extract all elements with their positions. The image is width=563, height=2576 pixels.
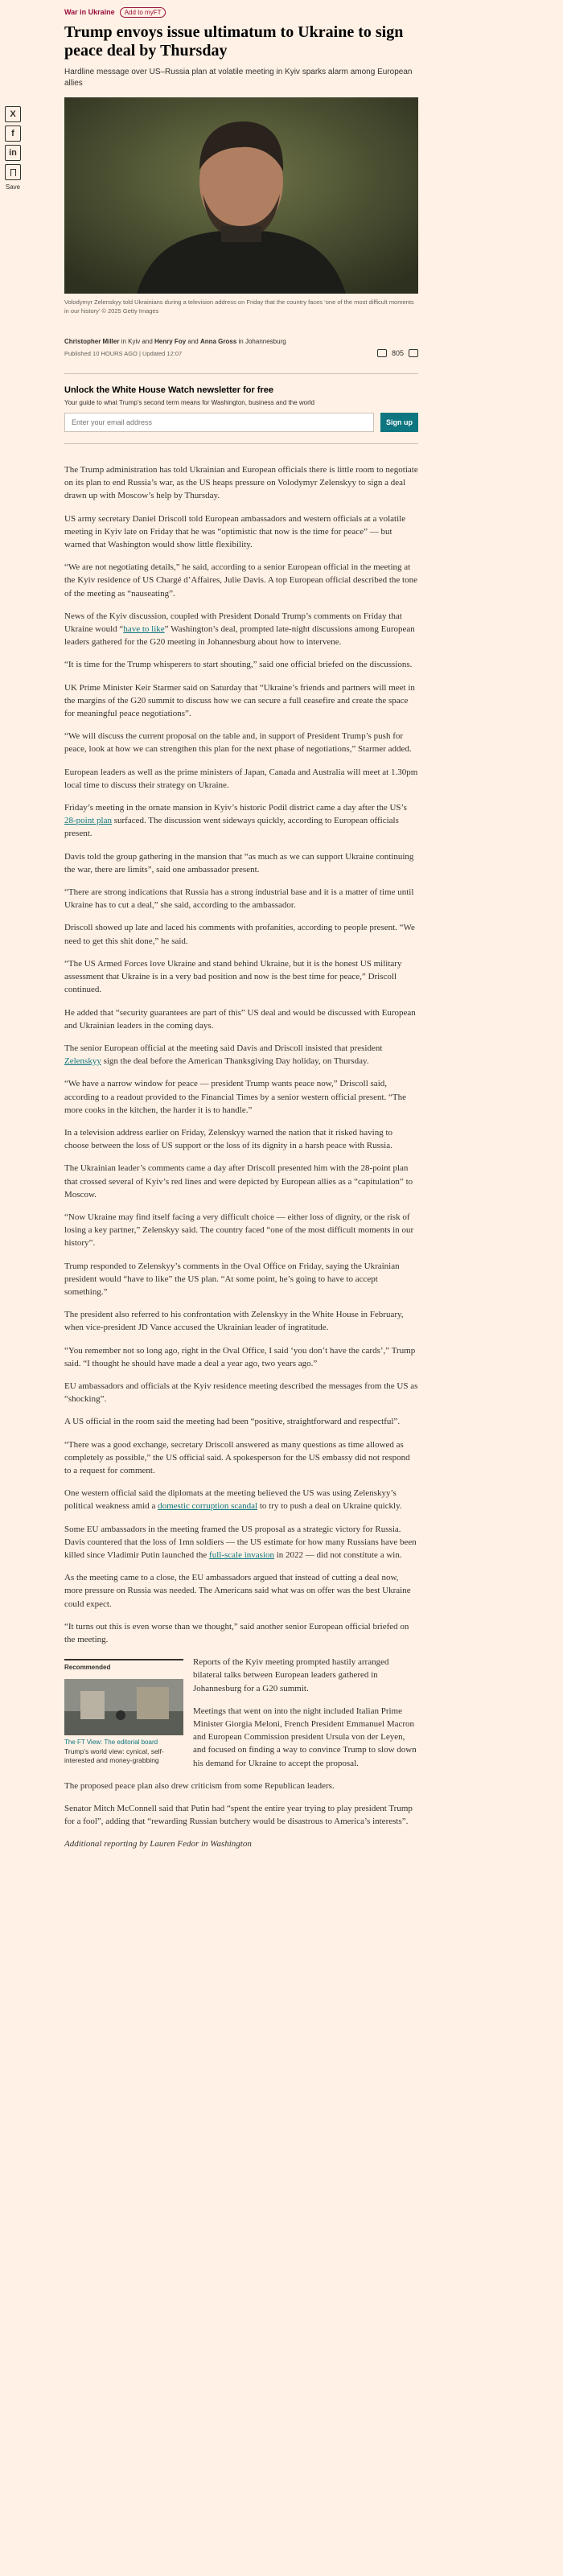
paragraph: The Trump administration has told Ukrainian and European officials there is little room to negotiate on its plan to end Russia’s war, as the US heaps pressure on Volodymyr Zelenskyy to sign a deal drawn up with Moscow’s help by Thursday. [64, 465, 418, 501]
paragraph: One western official said the diplomats at the meeting believed the US was using Zelenskyy’s political weakness amid a domestic corruption scandal to try to push a deal on Ukraine quickly. [64, 1488, 402, 1512]
zelenskyy-photo [64, 97, 418, 294]
author-link[interactable]: Christopher Miller [64, 338, 120, 345]
paragraph: “It turns out this is even worse than we thought,” said another senior European official briefed on the meeting. [64, 1621, 409, 1645]
recommended-title[interactable]: Trump’s world view: cynical, self-interested and money-grabbing [64, 1747, 164, 1765]
paragraph: Friday’s meeting in the ornate mansion in Kyiv’s historic Podil district came a day after the US’s 28-point plan surfaced. The discussion went sideways quickly, according to European officials present. [64, 803, 407, 839]
recommended-box [64, 1659, 183, 1765]
save-button[interactable] [5, 164, 21, 180]
paragraph: EU ambassadors and officials at the Kyiv residence meeting described the messages from the US as “shocking”. [64, 1381, 418, 1405]
recommended-heading: Recommended [64, 1659, 183, 1671]
author-link[interactable]: Anna Gross [199, 338, 237, 345]
paragraph: The proposed peace plan also drew criticism from some Republican leaders. [64, 1780, 335, 1791]
inline-link[interactable]: domestic corruption scandal [158, 1501, 258, 1512]
inline-link[interactable]: full-scale invasion [209, 1550, 274, 1560]
author-link[interactable]: Henry Foy [154, 338, 187, 345]
x-share-button[interactable]: X [5, 106, 21, 122]
inline-link[interactable]: have to like [123, 624, 165, 635]
paragraph: The Ukrainian leader’s comments came a day after Driscoll presented him with the 28-point plan that crossed several of Kyiv’s red lines and were depicted by European allies as a “capitulation” to Moscow. [64, 1163, 413, 1200]
recommended-kicker[interactable]: The FT View: The editorial board [64, 1739, 158, 1747]
article-body [64, 463, 418, 1851]
facebook-share-button[interactable]: f [5, 126, 21, 142]
add-to-myft-button[interactable]: Add to myFT [120, 7, 166, 18]
paragraph: Meetings that went on into the night included Italian Prime Minister Giorgia Meloni, French President Emmanuel Macron and European Commission president Ursula von der Leyen, and focused on finding a way to convince Trump to slow down his demand for Ukraine to accept the proposal. [193, 1706, 417, 1768]
paragraph: “Now Ukraine may find itself facing a very difficult choice — either loss of dignity, or the risk of losing a key partner,” Zelenskyy said. The country faced “one of the most difficult moments in our history”. [64, 1212, 414, 1249]
paragraph: Davis told the group gathering in the mansion that “as much as we can support Ukraine continuing the war, there are limits”, said one ambassador present. [64, 851, 414, 874]
newsletter-title: Unlock the White House Watch newsletter for free [64, 385, 273, 395]
paragraph: UK Prime Minister Keir Starmer said on Saturday that “Ukraine’s friends and partners will meet in the margins of the G20 summit to discuss how we can secure a full ceasefire and create the space for meaningful peace negotiations”. [64, 682, 415, 719]
paragraph: “It is time for the Trump whisperers to start shouting,” said one official briefed on the discussions. [64, 660, 413, 670]
paragraph: Driscoll showed up late and laced his comments with profanities, according to people present. “We need to get this shit done,” he said. [64, 923, 415, 946]
paragraph: Some EU ambassadors in the meeting framed the US proposal as a strategic victory for Russia. Davis countered that the loss of 1mn soldiers — the US estimate for how many Russians have been killed since Vladimir Putin launched the full-scale invasion in 2022 — did not constitute a win. [64, 1524, 417, 1560]
paragraph: News of the Kyiv discussion, coupled with President Donald Trump’s comments on Friday that Ukraine would “have to like” Washington’s deal, prompted late-night discussions among European leaders gathered for the G20 meeting in Johannesburg about how to intervene. [64, 611, 415, 648]
paragraph: As the meeting came to a close, the EU ambassadors argued that instead of cutting a deal now, more pressure on Russia was needed. The Americans said what was on offer was the best Ukraine could expect. [64, 1573, 411, 1609]
paragraph: “You remember not so long ago, right in the Oval Office, I said ‘you don’t have the cards’,” Trump said. “I thought he should have made a deal a year ago, two years ago.” [64, 1345, 416, 1368]
paragraph: Senator Mitch McConnell said that Putin had “spent the entire year trying to play president Trump for a fool”, adding that “rewarding Russian butchery would be disastrous to America’s interests”. [64, 1804, 413, 1827]
paragraph: US army secretary Daniel Driscoll told European ambassadors and western officials at a volatile meeting in Kyiv late on Friday that he was “optimistic that now is the time for peace” — but warned that Washington would show little flexibility. [64, 513, 406, 550]
topic-link[interactable]: War in Ukraine [64, 8, 115, 16]
paragraph: “There are strong indications that Russia has a strong industrial base and it is a matter of time until Ukraine has to cut a deal,” she said, according to the ambassador. [64, 887, 414, 911]
paragraph: Trump responded to Zelenskyy’s comments in the Oval Office on Friday, saying the Ukrainian president would “have to like” the US plan. “At some point, he’s going to have to accept something.” [64, 1261, 400, 1297]
paragraph: The senior European official at the meeting said Davis and Driscoll insisted that president Zelenskyy sign the deal before the American Thanksgiving Day holiday, on Thursday. [64, 1043, 383, 1067]
paragraph: In a television address earlier on Friday, Zelenskyy warned the nation that it risked having to choose between the loss of US support or the loss of its dignity in a harsh peace with Russia. [64, 1127, 393, 1151]
paragraph: A US official in the room said the meeting had been “positive, straightforward and respectful”. [64, 1417, 401, 1427]
linkedin-share-button[interactable]: in [5, 145, 21, 161]
inline-link[interactable]: Zelenskyy [64, 1056, 101, 1067]
paragraph: He added that “security guarantees are part of this” US deal and would be discussed with European and Ukrainian leaders in the coming days. [64, 1007, 416, 1031]
hero-image [64, 97, 418, 294]
newsletter-signup [64, 373, 418, 444]
print-icon[interactable] [409, 349, 418, 357]
recommended-image[interactable] [64, 1679, 183, 1735]
paragraph: Reports of the Kyiv meeting prompted hastily arranged bilateral talks between European leaders gathered in Johannesburg for a G20 summit. [193, 1657, 389, 1693]
comment-count[interactable]: 805 [391, 349, 404, 357]
paragraph: “The US Armed Forces love Ukraine and stand behind Ukraine, but it is the honest US military assessment that Ukraine is in a very bad position and now is the best time for peace,” Driscoll continued. [64, 958, 402, 995]
save-label: Save [5, 183, 21, 191]
image-caption: Volodymyr Zelenskyy told Ukrainians during a television address on Friday that the country faces ‘one of the most difficult moments in our history’ © 2025 Getty Images [64, 298, 414, 315]
paragraph: “We are not negotiating details,” he said, according to a senior European official in the meeting at the Kyiv residence of US Chargé d’Affaires, Julie Davis. A top European official described the tone of the meeting as “nauseating”. [64, 562, 417, 599]
byline: Christopher Miller in Kyiv and Henry Foy and Anna Gross in Johannesburg [64, 338, 286, 345]
share-bar [5, 106, 21, 191]
paragraph: “There was a good exchange, secretary Driscoll answered as many questions as time allowed as completely as possible,” the US official said. A spokesperson for the US embassy did not respond to a request for comment. [64, 1439, 410, 1475]
standfirst: Hardline message over US–Russia plan at volatile meeting in Kyiv sparks alarm among European allies [64, 68, 413, 88]
paragraph: “We will discuss the current proposal on the table and, in support of President Trump’s push for peace, look at how we can strengthen this plan for the next phase of negotiations,” Starmer added. [64, 731, 412, 755]
email-input[interactable] [64, 413, 374, 432]
comment-icon[interactable] [377, 349, 387, 357]
inline-link[interactable]: 28-point plan [64, 816, 112, 826]
paragraph: European leaders as well as the prime ministers of Japan, Canada and Australia will meet at 1.30pm local time to discuss their strategy on Ukraine. [64, 767, 418, 790]
newsletter-subtitle: Your guide to what Trump’s second term means for Washington, business and the world [64, 399, 314, 406]
additional-reporting: Additional reporting by Lauren Fedor in Washington [64, 1839, 252, 1850]
headline: Trump envoys issue ultimatum to Ukraine to sign peace deal by Thursday [64, 23, 404, 60]
dateline: Published 10 HOURS AGO | Updated 12:07 [64, 350, 183, 357]
bookmark-icon [10, 169, 16, 176]
sign-up-button[interactable]: Sign up [380, 413, 418, 432]
paragraph: “We have a narrow window for peace — president Trump wants peace now,” Driscoll said, according to a readout provided to the Financial Times by a senior western official present. “The more cooks in the kitchen, the harder it is to handle.” [64, 1079, 407, 1115]
paragraph: The president also referred to his confrontation with Zelenskyy in the White House in February, when vice-president JD Vance accused the Ukrainian leader of ingratitude. [64, 1310, 404, 1333]
